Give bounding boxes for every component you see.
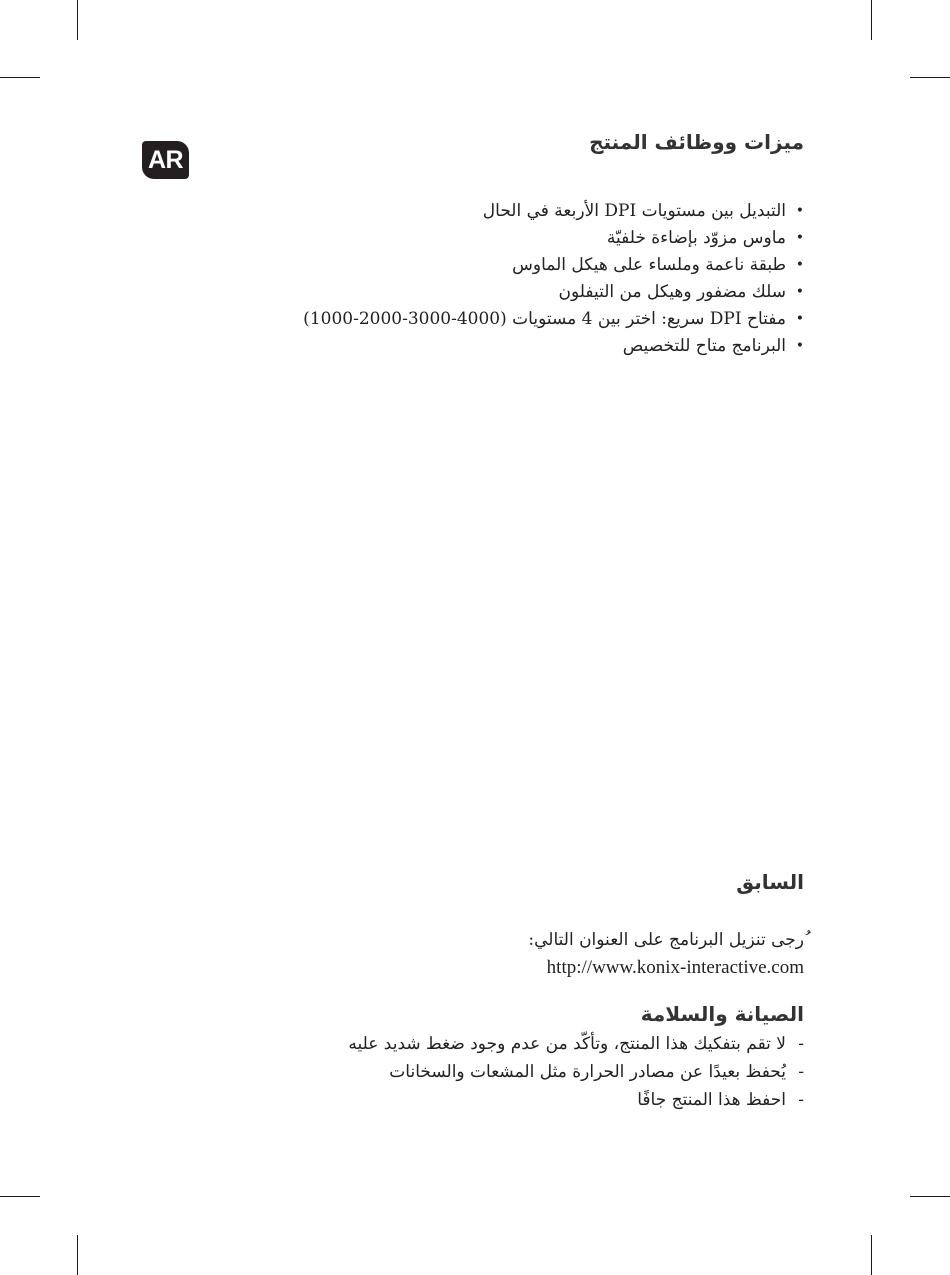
list-item: • سلك مضفور وهيكل من التيفلون xyxy=(558,282,804,302)
list-item: • ماوس مزوّد بإضاءة خلفيّة xyxy=(606,228,804,248)
list-item: - احفظ هذا المنتج جافًا xyxy=(637,1090,804,1110)
crop-mark-top-right xyxy=(871,0,872,40)
software-download-text: ُرجى تنزيل البرنامج على العنوان التالي: xyxy=(528,930,804,950)
list-item: • مفتاح DPI سريع: اختر بين 4 مستويات (4000-3000-2000-1000) xyxy=(303,309,804,329)
list-item: • التبديل بين مستويات DPI الأربعة في الحال xyxy=(482,201,804,221)
list-item: - لا تقم بتفكيك هذا المنتج، وتأكّد من عدم وجود ضغط شديد عليه xyxy=(348,1034,804,1054)
software-section xyxy=(384,870,804,982)
features-list xyxy=(244,198,804,360)
list-item: - يُحفظ بعيدًا عن مصادر الحرارة مثل المشعات والسخانات xyxy=(389,1062,804,1082)
maintenance-heading: الصيانة والسلامة xyxy=(640,1002,804,1026)
crop-mark-top-left-h xyxy=(0,77,40,78)
software-download-link[interactable]: http://www.konix-interactive.com xyxy=(546,957,804,978)
crop-mark-bottom-left-h xyxy=(0,1196,40,1197)
maintenance-list xyxy=(244,1030,804,1114)
crop-mark-bottom-right-h xyxy=(910,1196,950,1197)
crop-mark-top-right-h xyxy=(910,77,950,78)
crop-mark-top-left xyxy=(77,0,78,40)
crop-mark-bottom-left xyxy=(77,1235,78,1275)
software-heading: السابق xyxy=(736,870,804,894)
features-heading: ميزات ووظائف المنتج xyxy=(589,130,804,154)
list-item: • البرنامج متاح للتخصيص xyxy=(622,336,804,356)
language-badge: AR xyxy=(142,141,189,179)
crop-mark-bottom-right xyxy=(871,1235,872,1275)
features-section xyxy=(244,130,804,360)
maintenance-section xyxy=(244,1002,804,1114)
list-item: • طبقة ناعمة وملساء على هيكل الماوس xyxy=(512,255,804,275)
